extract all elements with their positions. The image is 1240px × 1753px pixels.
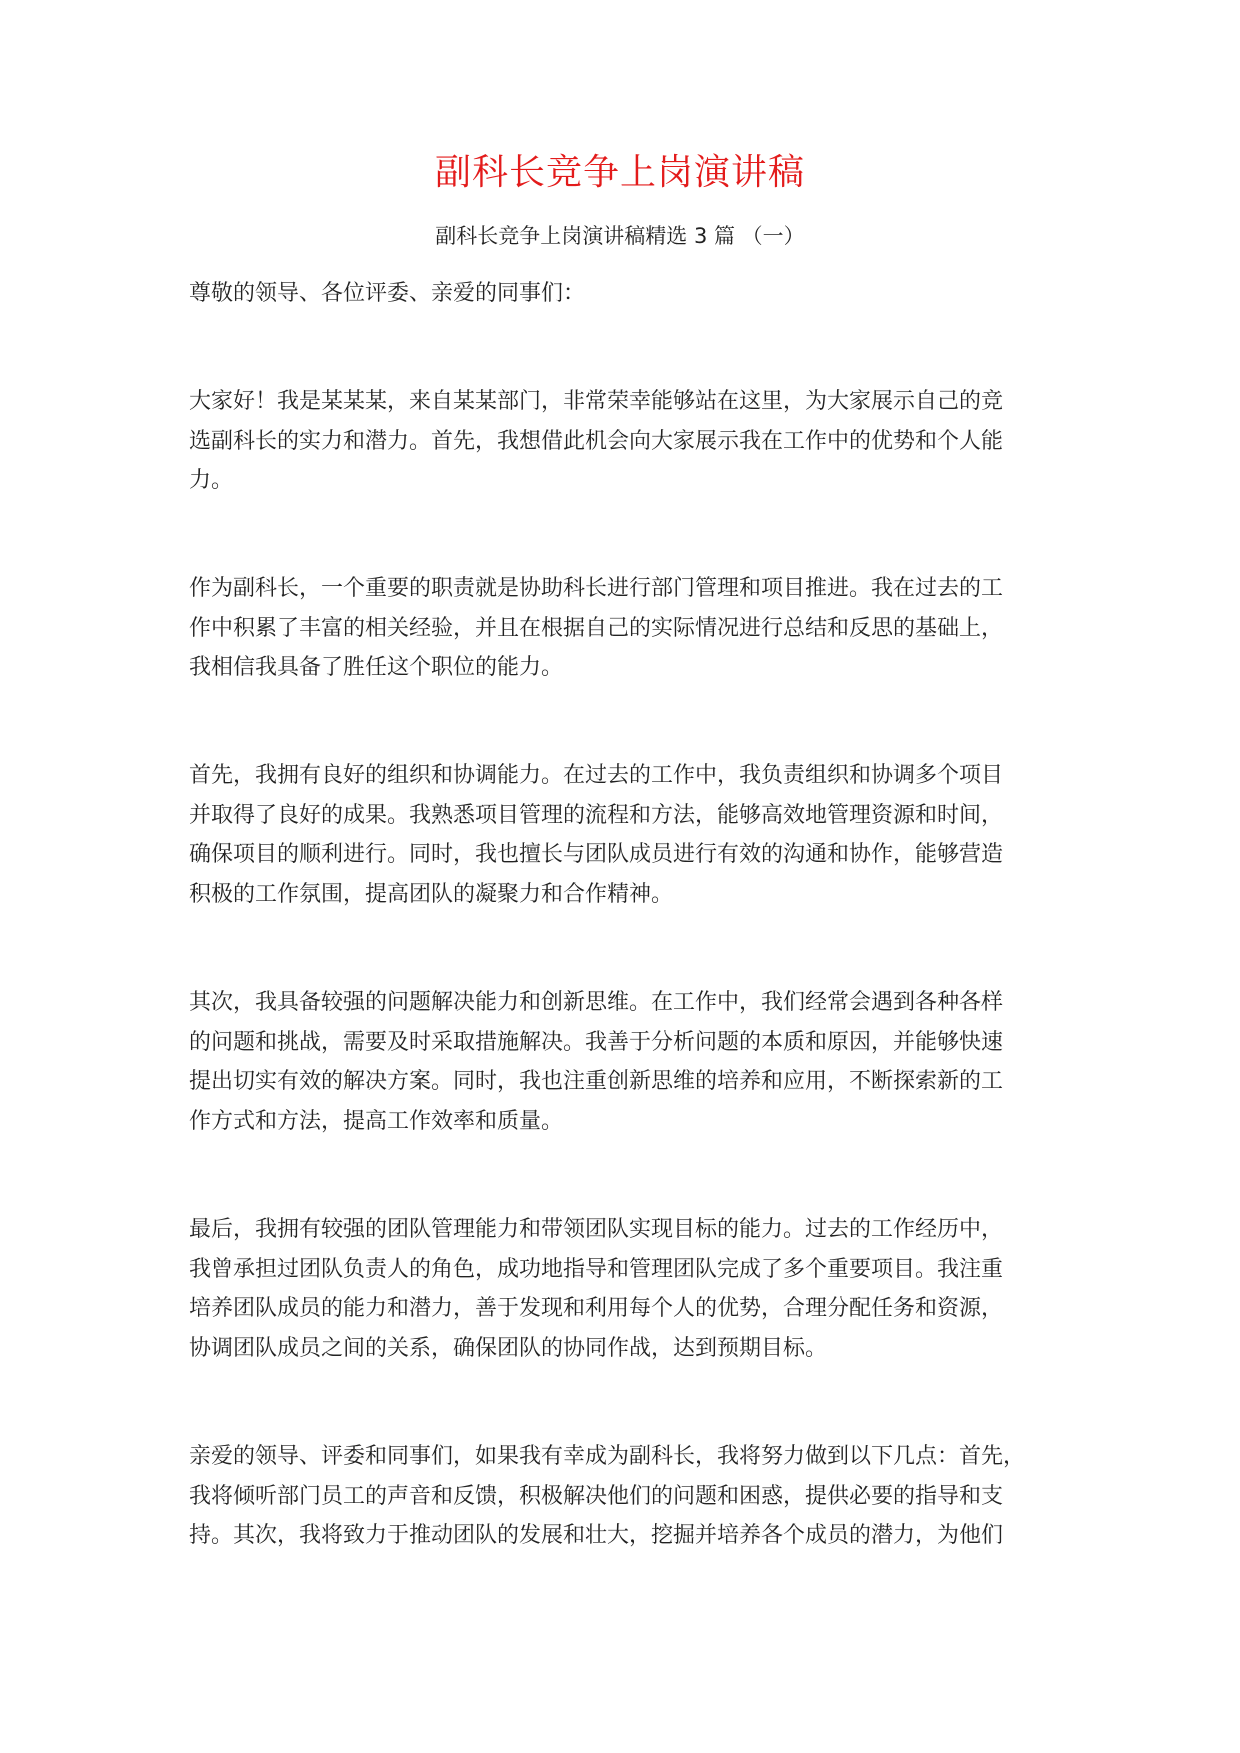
- paragraph-line: 选副科长的实力和潜力。首先，我想借此机会向大家展示我在工作中的优势和个人能: [189, 428, 1004, 454]
- paragraph-2: [189, 569, 1089, 688]
- paragraph-line: 并取得了良好的成果。我熟悉项目管理的流程和方法，能够高效地管理资源和时间，: [189, 802, 1004, 828]
- paragraph-line: 培养团队成员的能力和潜力，善于发现和利用每个人的优势，合理分配任务和资源，: [189, 1296, 1004, 1321]
- paragraph-line: 作为副科长，一个重要的职责就是协助科长进行部门管理和项目推进。我在过去的工: [189, 576, 1004, 601]
- paragraph-line: 持。其次，我将致力于推动团队的发展和壮大，挖掘并培养各个成员的潜力，为他们: [189, 1523, 1004, 1548]
- paragraph-4: [189, 983, 1089, 1141]
- paragraph-line: 作中积累了丰富的相关经验，并且在根据自己的实际情况进行总结和反思的基础上，: [189, 615, 1004, 641]
- paragraph-line: 力。: [189, 468, 234, 493]
- paragraph-line: 作方式和方法，提高工作效率和质量。: [189, 1108, 564, 1134]
- paragraph-line: 最后，我拥有较强的团队管理能力和带领团队实现目标的能力。过去的工作经历中，: [189, 1217, 1004, 1242]
- paragraph-line: 我将倾听部门员工的声音和反馈，积极解决他们的问题和困惑，提供必要的指导和支: [189, 1483, 1004, 1509]
- paragraph-line: 的问题和挑战，需要及时采取措施解决。我善于分析问题的本质和原因，并能够快速: [189, 1029, 1004, 1055]
- paragraph-1: [189, 382, 1089, 501]
- paragraph-line: 我相信我具备了胜任这个职位的能力。: [189, 655, 564, 680]
- paragraph-line: 首先，我拥有良好的组织和协调能力。在过去的工作中，我负责组织和协调多个项目: [189, 763, 1004, 788]
- paragraph-3: [189, 756, 1089, 914]
- paragraph-6: [189, 1437, 1089, 1556]
- paragraph-line: 确保项目的顺利进行。同时，我也擅长与团队成员进行有效的沟通和协作，能够营造: [189, 842, 1004, 867]
- paragraph-line: 大家好！我是某某某，来自某某部门，非常荣幸能够站在这里，为大家展示自己的竞: [189, 389, 1004, 414]
- document-title: 副科长竞争上岗演讲稿: [434, 152, 805, 193]
- paragraph-line: 协调团队成员之间的关系，确保团队的协同作战，达到预期目标。: [189, 1335, 828, 1361]
- paragraph-line: 提出切实有效的解决方案。同时，我也注重创新思维的培养和应用，不断探索新的工: [189, 1069, 1004, 1094]
- paragraph-5: [189, 1210, 1089, 1368]
- paragraph-line: 积极的工作氛围，提高团队的凝聚力和合作精神。: [189, 881, 674, 907]
- paragraph-line: 其次，我具备较强的问题解决能力和创新思维。在工作中，我们经常会遇到各种各样: [189, 990, 1004, 1015]
- greeting-line: 尊敬的领导、各位评委、亲爱的同事们：: [189, 281, 586, 306]
- paragraph-line: 亲爱的领导、评委和同事们，如果我有幸成为副科长，我将努力做到以下几点：首先，: [189, 1444, 1026, 1469]
- paragraph-line: 我曾承担过团队负责人的角色，成功地指导和管理团队完成了多个重要项目。我注重: [189, 1256, 1004, 1282]
- document-subtitle: 副科长竞争上岗演讲稿精选 3 篇 （一）: [435, 224, 805, 248]
